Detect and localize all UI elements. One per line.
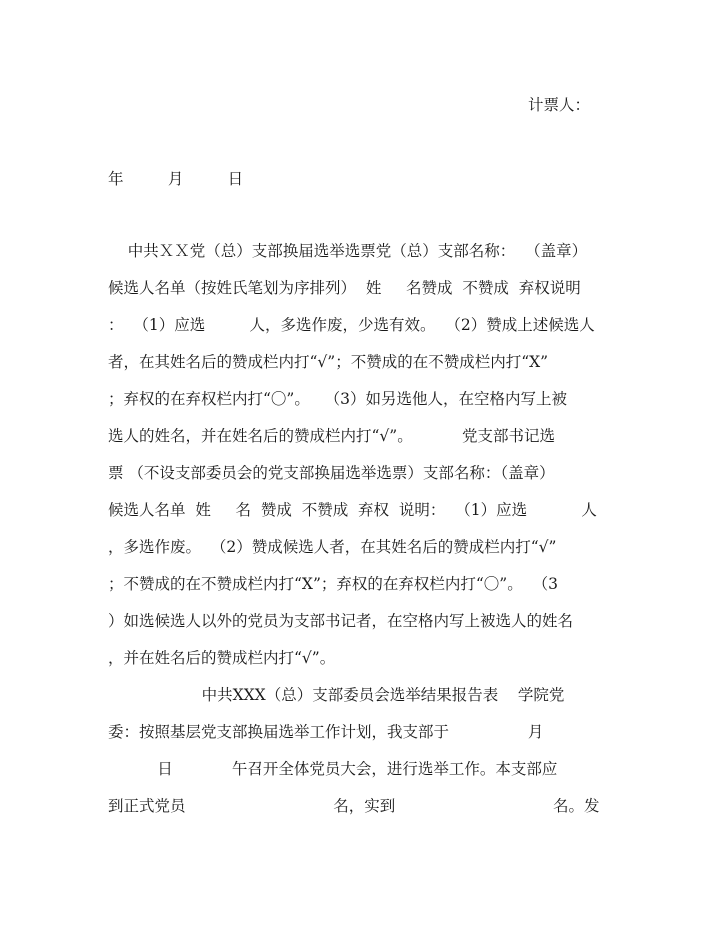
- body-line: 候选人名单（按姓氏笔划为序排列） 姓 名赞成 不赞成 弃权说明: [108, 279, 581, 297]
- body-line: ；不赞成的在不赞成栏内打“X”；弃权的在弃权栏内打“〇”。 （3: [108, 575, 558, 593]
- body-line: 票 （不设支部委员会的党支部换届选举选票）支部名称：（盖章）: [108, 464, 555, 482]
- body-line: 候选人名单 姓 名 赞成 不赞成 弃权 说明： （1）应选 人: [108, 501, 597, 519]
- body-line: 到正式党员 名，实到 名。发: [108, 797, 600, 815]
- date-line: 年 月 日: [108, 170, 244, 188]
- body-line: ，并在姓名后的赞成栏内打“√”。: [108, 649, 336, 667]
- body-line: 中共ＸＸ党（总）支部换届选举选票党（总）支部名称： （盖章）: [108, 242, 588, 260]
- body-line: ，多选作废。 （2）赞成候选人者，在其姓名后的赞成栏内打“√”: [108, 538, 557, 556]
- report-title-line: 中共XXX（总）支部委员会选举结果报告表 学院党: [108, 686, 565, 704]
- vote-counter-label: 计票人：: [528, 96, 591, 114]
- body-line: ： （1）应选 人，多选作废，少选有效。 （2）赞成上述候选人: [108, 316, 595, 334]
- body-line: ）如选候选人以外的党员为支部书记者，在空格内写上被选人的姓名: [108, 612, 574, 630]
- body-line: 委：按照基层党支部换届选举工作计划，我支部于 月: [108, 723, 544, 741]
- body-line: 日 午召开全体党员大会，进行选举工作。本支部应: [108, 760, 558, 778]
- body-line: ；弃权的在弃权栏内打“〇”。 （3）如另选他人，在空格内写上被: [108, 390, 567, 408]
- body-line: 者，在其姓名后的赞成栏内打“√”；不赞成的在不赞成栏内打“X”: [108, 353, 549, 371]
- body-line: 选人的姓名，并在姓名后的赞成栏内打“√”。 党支部书记选: [108, 427, 555, 445]
